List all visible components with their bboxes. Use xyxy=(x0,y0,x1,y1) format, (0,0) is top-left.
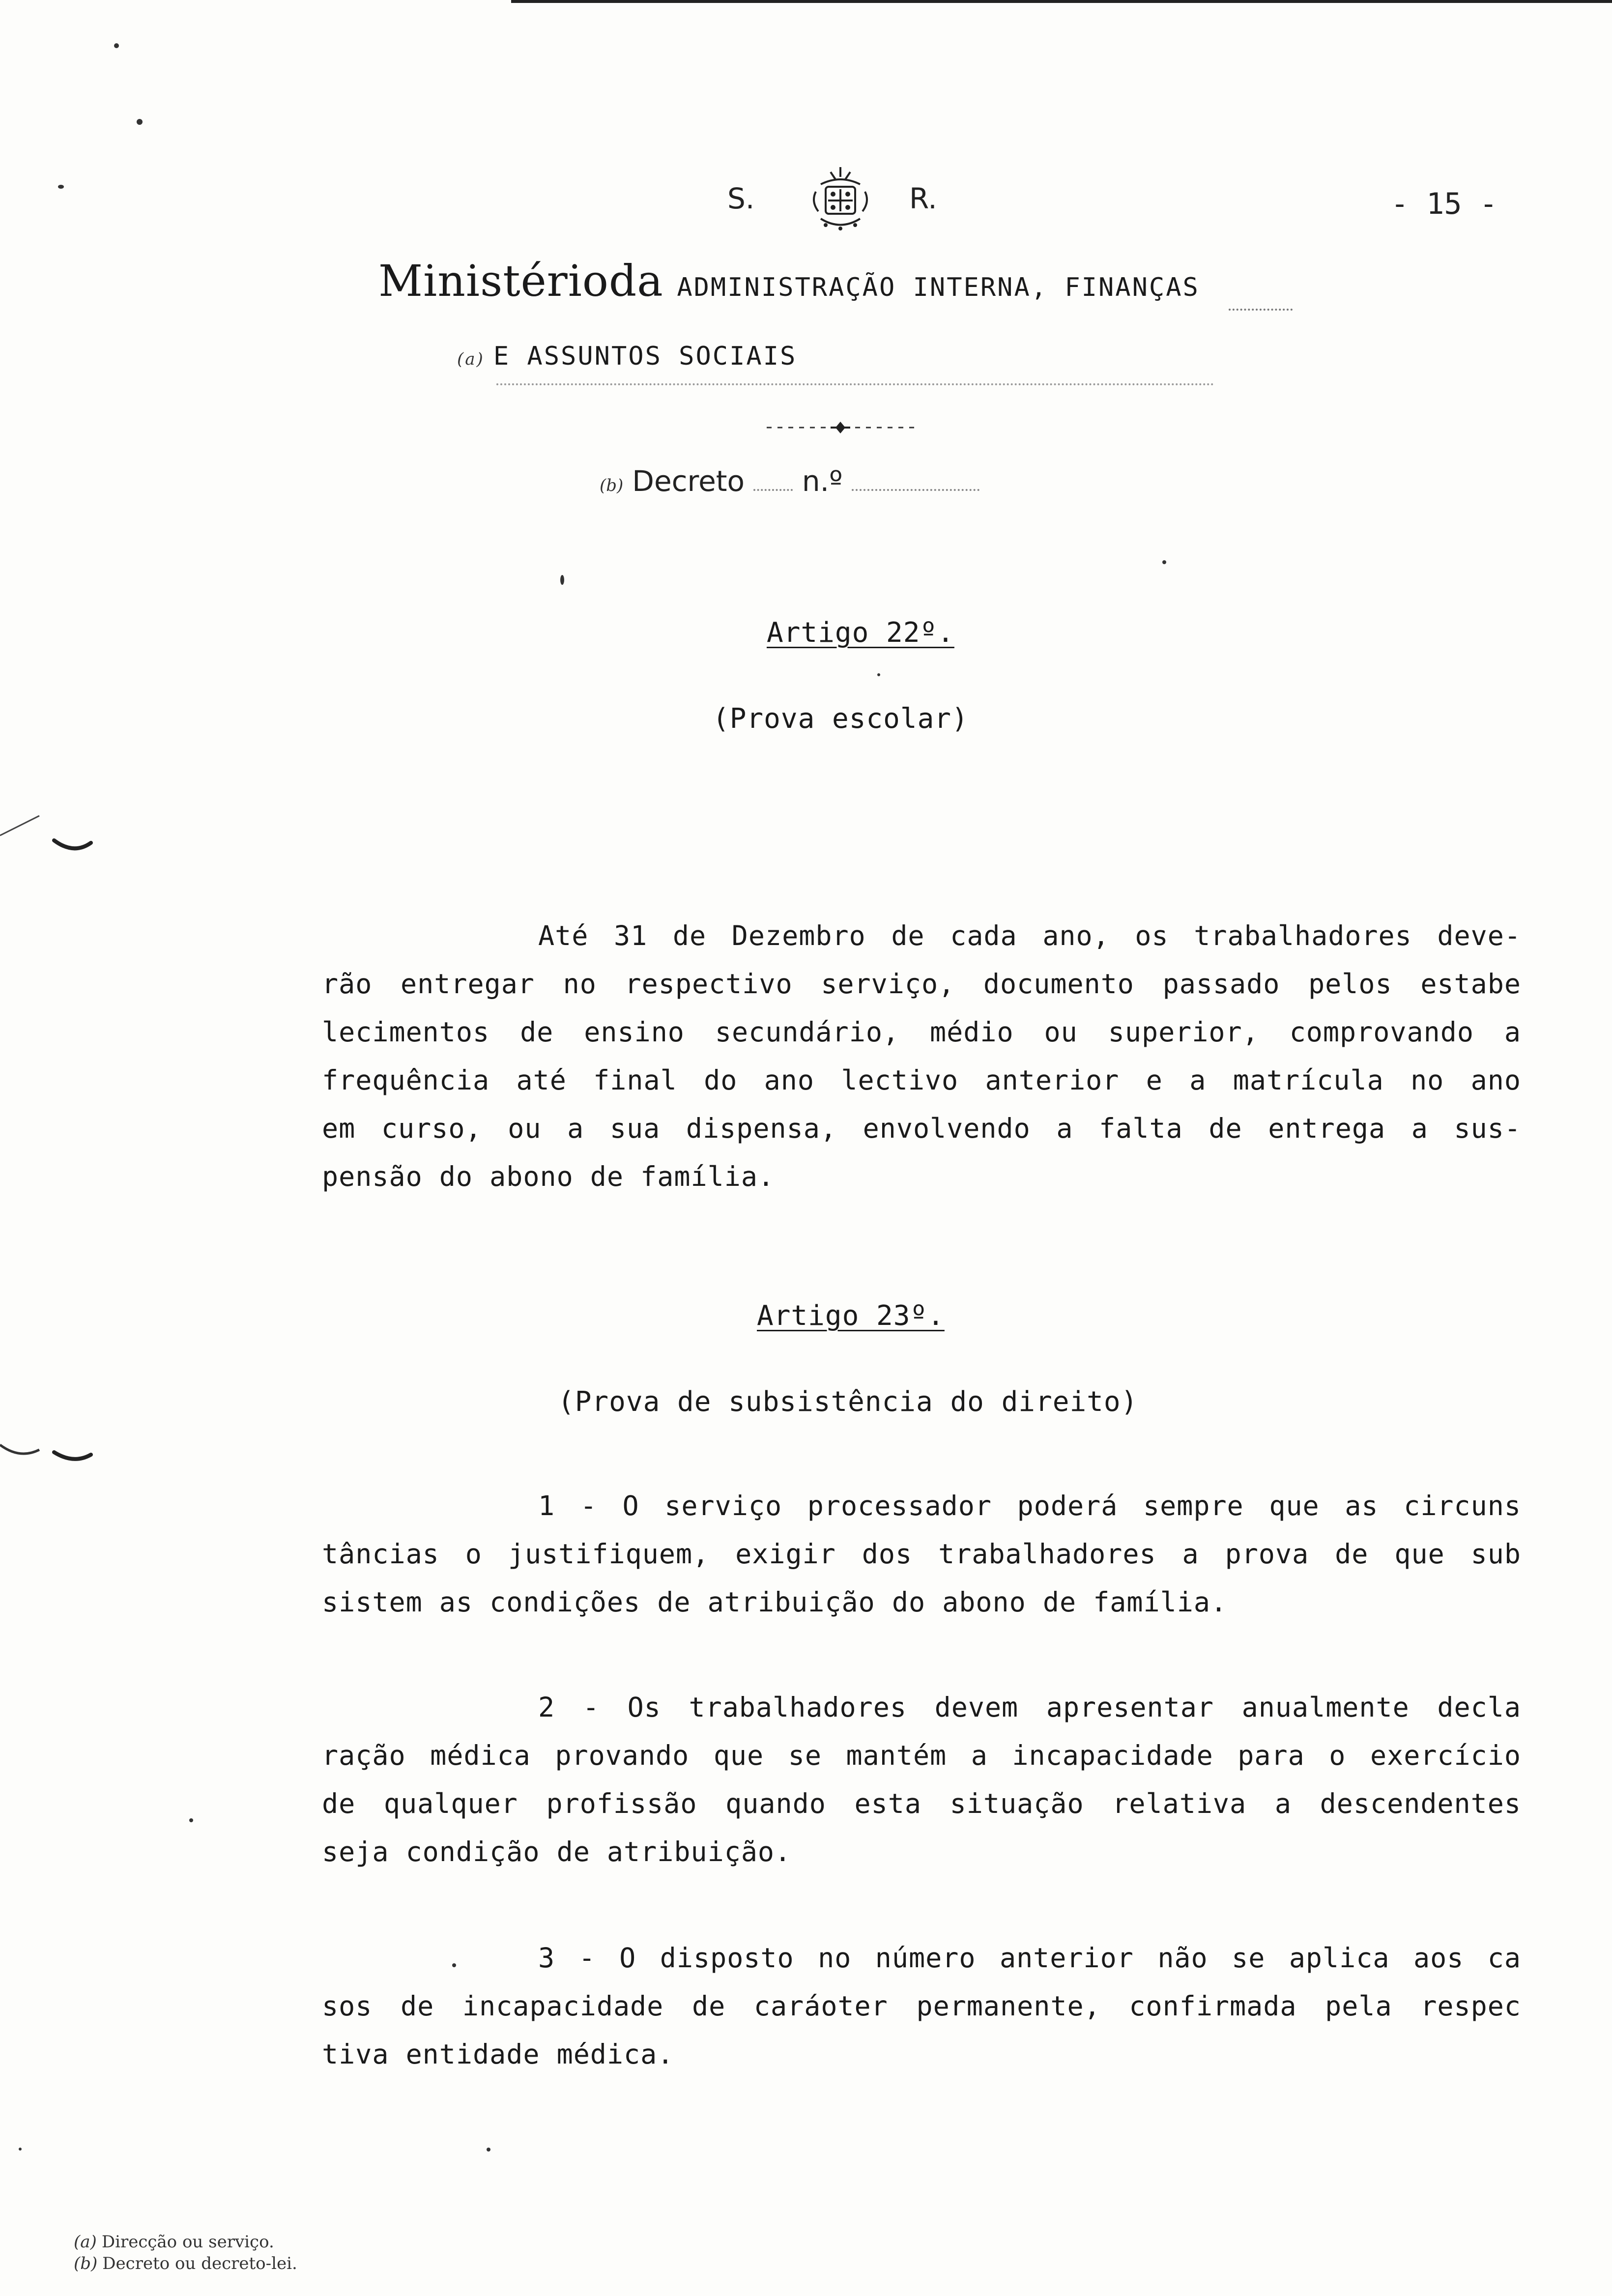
scan-speck xyxy=(877,673,880,676)
ministry-heading xyxy=(378,256,1200,306)
paragraph-line: Até 31 de Dezembro de cada ano, os trabalhadores deve- xyxy=(538,920,1521,951)
decree-line xyxy=(600,464,979,498)
article-paragraph xyxy=(322,912,1521,1201)
paragraph-line: sistem as condições de atribuição do abono de família. xyxy=(322,1586,1228,1618)
dotted-fill-line xyxy=(1229,309,1293,311)
article-subtitle: (Prova de subsistência do direito) xyxy=(558,1386,1138,1418)
scan-speck xyxy=(58,185,64,189)
paragraph-line: 3 - O disposto no número anterior não se aplica aos ca xyxy=(538,1942,1521,1974)
paragraph-line: em curso, ou a sua dispensa, envolvendo a falta de entrega a sus- xyxy=(322,1113,1521,1144)
paragraph-line: lecimentos de ensino secundário, médio ou superior, comprovando a xyxy=(322,1016,1521,1048)
decree-blank xyxy=(753,489,793,491)
article-heading: Artigo 22º. xyxy=(767,617,954,649)
paragraph-line: de qualquer profissão quando esta situação relativa a descendentes xyxy=(322,1788,1521,1819)
footnote-item xyxy=(74,2231,297,2253)
margin-mark-lower xyxy=(0,1425,98,1474)
paragraph-line: tiva entidade médica. xyxy=(322,2038,674,2070)
paragraph-line: seja condição de atribuição. xyxy=(322,1836,792,1867)
coat-of-arms-header xyxy=(718,162,973,236)
paragraph-line: ração médica provando que se mantém a incapacidade para o exercício xyxy=(322,1740,1521,1771)
footnote-text: Decreto ou decreto-lei. xyxy=(102,2254,297,2273)
scan-speck xyxy=(137,119,143,125)
footnote-marker-b: (b) xyxy=(600,476,624,495)
ministry-name-line-1: ADMINISTRAÇÃO INTERNA, FINANÇAS xyxy=(677,273,1200,302)
footnotes xyxy=(74,2231,297,2274)
ministry-heading-line-2 xyxy=(457,342,797,371)
scan-speck xyxy=(560,575,564,585)
paragraph-line: pensão do abono de família. xyxy=(322,1161,775,1192)
decree-number-label: n.º xyxy=(802,464,843,498)
article-paragraph xyxy=(322,1934,1521,2078)
ornament-divider-icon xyxy=(757,418,924,437)
crest-letter-right: R. xyxy=(909,182,937,215)
scan-speck xyxy=(189,1818,193,1822)
top-border-rule xyxy=(511,0,1612,3)
paragraph-line: tâncias o justifiquem, exigir dos trabalhadores a prova de que sub xyxy=(322,1538,1521,1570)
scan-speck xyxy=(1162,560,1166,564)
paragraph-line: sos de incapacidade de caráoter permanente, confirmada pela respec xyxy=(322,1990,1521,2022)
ministry-name-line-2: E ASSUNTOS SOCIAIS xyxy=(493,342,797,371)
dotted-fill-line xyxy=(496,383,1214,385)
scan-speck xyxy=(487,2148,490,2152)
crest-letter-left: S. xyxy=(727,182,755,215)
footnote-marker: (b) xyxy=(74,2254,98,2273)
decree-number-blank xyxy=(852,489,979,491)
scan-speck xyxy=(19,2148,22,2151)
paragraph-line: frequência até final do ano lectivo anterior e a matrícula no ano xyxy=(322,1064,1521,1096)
article-subtitle: (Prova escolar) xyxy=(713,703,969,735)
footnote-marker: (a) xyxy=(74,2232,97,2252)
ministry-label: Ministério xyxy=(378,256,609,306)
article-paragraph xyxy=(322,1482,1521,1626)
margin-mark-upper xyxy=(0,796,98,855)
article-heading: Artigo 23º. xyxy=(757,1300,945,1332)
paragraph-line: 1 - O serviço processador poderá sempre que as circuns xyxy=(538,1490,1521,1521)
page-number: - 15 - xyxy=(1391,187,1497,221)
footnote-item xyxy=(74,2253,297,2274)
coat-of-arms-icon xyxy=(791,162,890,236)
paragraph-line: 2 - Os trabalhadores devem apresentar anualmente decla xyxy=(538,1692,1521,1723)
footnote-text: Direcção ou serviço. xyxy=(101,2232,274,2252)
scan-speck xyxy=(114,43,119,48)
paragraph-line: rão entregar no respectivo serviço, documento passado pelos estabe xyxy=(322,968,1521,1000)
decree-label: Decreto xyxy=(632,464,745,498)
ministry-connector: da xyxy=(608,256,663,306)
article-paragraph xyxy=(322,1683,1521,1876)
footnote-marker-a: (a) xyxy=(457,349,485,369)
